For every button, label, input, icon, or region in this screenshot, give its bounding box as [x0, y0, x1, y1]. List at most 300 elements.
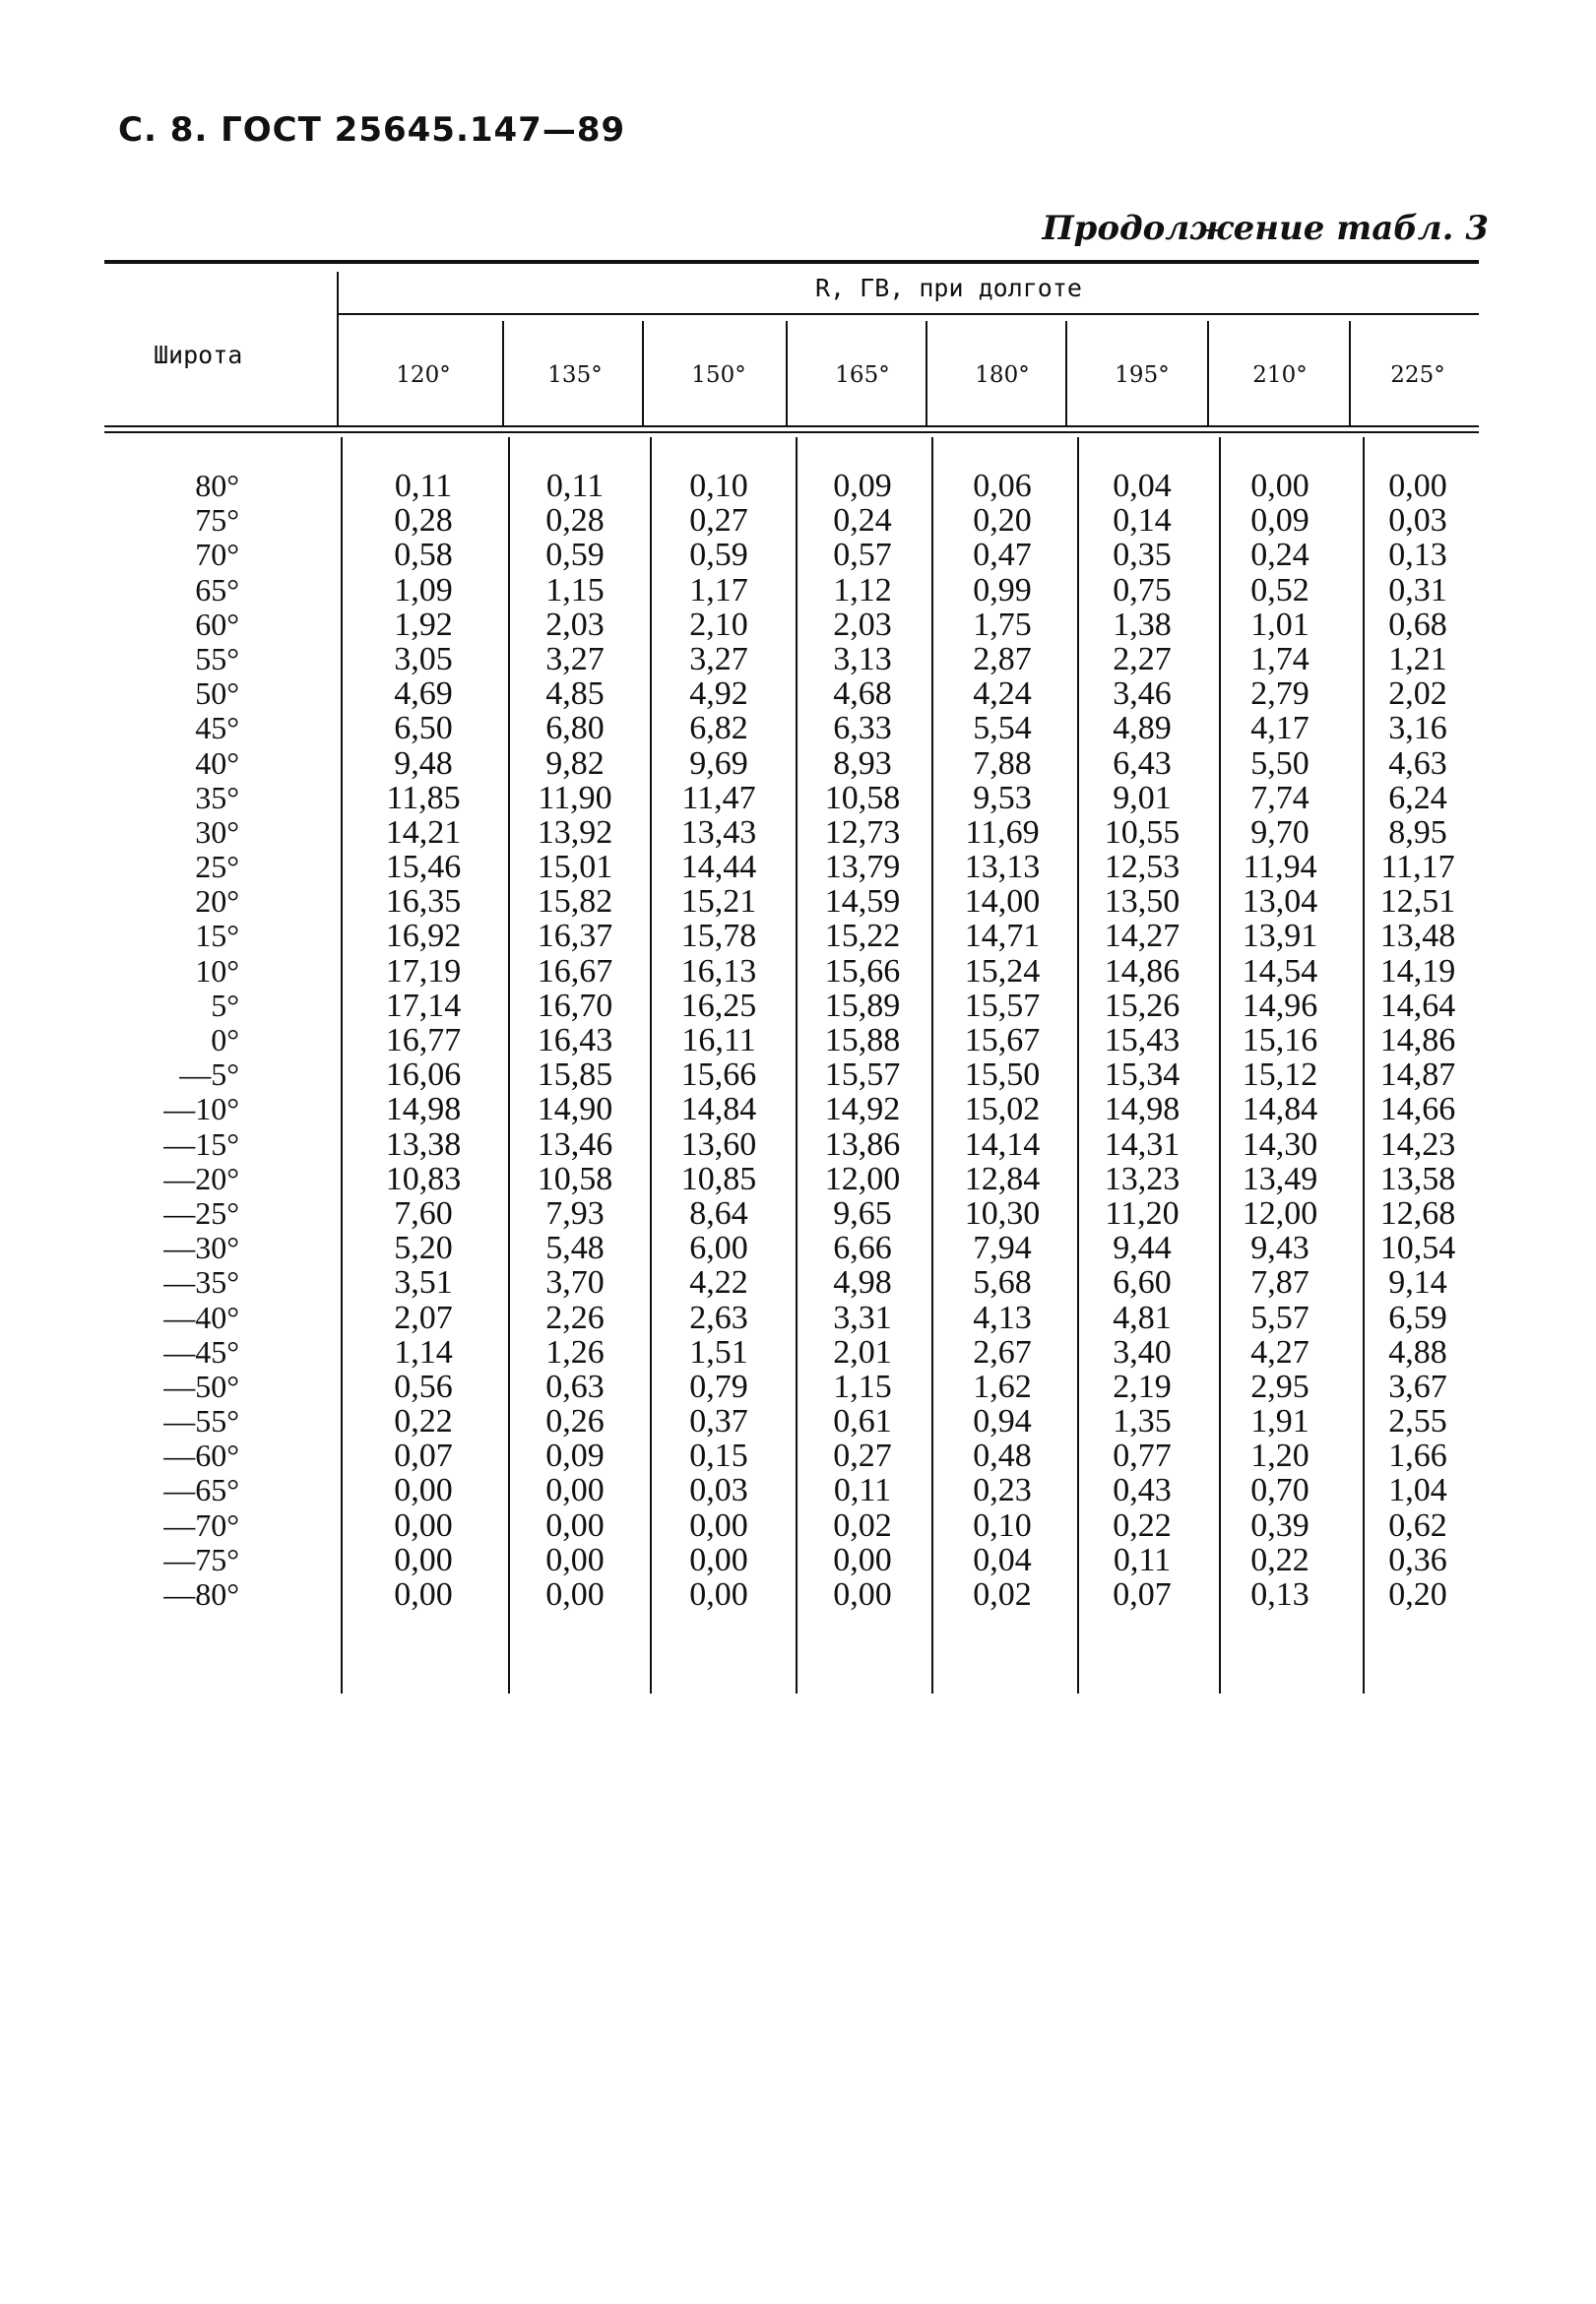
latitude-cell: —45°	[163, 1333, 239, 1370]
table-row	[0, 1162, 1596, 1196]
group-header: R, ГВ, при долготе	[815, 274, 1082, 302]
value-cell: 14,98	[1104, 1091, 1181, 1128]
value-cell: 0,11	[394, 468, 453, 504]
header-bottom-rule-2	[104, 431, 1479, 433]
value-cell: 0,00	[545, 1506, 605, 1544]
table-row	[0, 1404, 1596, 1439]
value-cell: 12,00	[824, 1160, 901, 1197]
value-cell: 17,19	[385, 952, 462, 990]
value-cell: 7,74	[1250, 779, 1309, 816]
value-cell: 14,21	[385, 813, 462, 851]
latitude-cell: 70°	[195, 537, 239, 573]
value-cell: 4,85	[545, 675, 605, 713]
latitude-cell: —80°	[163, 1576, 239, 1612]
value-cell: 9,44	[1113, 1230, 1172, 1267]
latitude-cell: —55°	[163, 1403, 239, 1440]
value-cell: 0,07	[394, 1438, 453, 1475]
value-cell: 6,43	[1113, 744, 1172, 782]
value-cell: 2,03	[833, 606, 892, 643]
value-cell: 0,00	[545, 1472, 605, 1509]
value-cell: 0,57	[833, 537, 892, 574]
latitude-cell: 30°	[195, 813, 239, 850]
value-cell: 14,66	[1379, 1091, 1456, 1128]
value-cell: 7,88	[973, 744, 1032, 782]
value-cell: 14,96	[1242, 987, 1318, 1024]
value-cell: 2,27	[1113, 640, 1172, 677]
value-cell: 3,05	[394, 640, 453, 677]
value-cell: 15,66	[824, 952, 901, 990]
value-cell: 0,59	[689, 537, 748, 574]
value-cell: 7,94	[973, 1230, 1032, 1267]
value-cell: 2,10	[689, 606, 748, 643]
value-cell: 14,19	[1379, 952, 1456, 990]
value-cell: 9,14	[1388, 1264, 1447, 1302]
value-cell: 0,06	[973, 468, 1032, 504]
value-cell: 2,79	[1250, 675, 1309, 713]
value-cell: 0,04	[973, 1541, 1032, 1578]
header-column-divider	[642, 321, 644, 425]
value-cell: 12,68	[1379, 1194, 1456, 1232]
latitude-cell: —40°	[163, 1299, 239, 1335]
column-header: 180°	[975, 362, 1030, 388]
value-cell: 1,09	[394, 571, 453, 608]
value-cell: 0,02	[973, 1576, 1032, 1613]
value-cell: 10,30	[964, 1194, 1041, 1232]
value-cell: 13,23	[1104, 1160, 1181, 1197]
table-row	[0, 1301, 1596, 1335]
value-cell: 13,60	[680, 1125, 757, 1163]
value-cell: 0,37	[689, 1403, 748, 1440]
value-cell: 14,71	[964, 918, 1041, 955]
value-cell: 0,00	[394, 1506, 453, 1544]
value-cell: 11,90	[538, 779, 612, 816]
value-cell: 0,00	[394, 1472, 453, 1509]
column-header: 135°	[547, 362, 603, 388]
value-cell: 7,87	[1250, 1264, 1309, 1302]
value-cell: 15,88	[824, 1022, 901, 1058]
value-cell: 9,65	[833, 1194, 892, 1232]
value-cell: 8,93	[833, 744, 892, 782]
value-cell: 0,09	[1250, 502, 1309, 540]
value-cell: 15,16	[1242, 1022, 1318, 1058]
value-cell: 0,52	[1250, 571, 1309, 608]
column-header: 225°	[1390, 362, 1445, 388]
table-row	[0, 1543, 1596, 1577]
value-cell: 2,95	[1250, 1368, 1309, 1405]
header-column-divider	[502, 321, 504, 425]
value-cell: 11,85	[386, 779, 461, 816]
value-cell: 13,92	[537, 813, 613, 851]
value-cell: 17,14	[385, 987, 462, 1024]
table-row	[0, 711, 1596, 745]
value-cell: 0,22	[1113, 1506, 1172, 1544]
value-cell: 14,23	[1379, 1125, 1456, 1163]
value-cell: 13,58	[1379, 1160, 1456, 1197]
value-cell: 16,43	[537, 1022, 613, 1058]
value-cell: 0,31	[1388, 571, 1447, 608]
header-column-divider	[1065, 321, 1067, 425]
header-column-divider	[926, 321, 927, 425]
value-cell: 5,57	[1250, 1299, 1309, 1336]
value-cell: 0,00	[689, 1576, 748, 1613]
value-cell: 8,95	[1388, 813, 1447, 851]
value-cell: 3,13	[833, 640, 892, 677]
value-cell: 3,46	[1113, 675, 1172, 713]
value-cell: 15,21	[680, 883, 757, 921]
value-cell: 0,00	[545, 1541, 605, 1578]
group-header-rule	[337, 313, 1479, 315]
value-cell: 15,43	[1104, 1022, 1181, 1058]
value-cell: 0,61	[833, 1403, 892, 1440]
value-cell: 0,22	[1250, 1541, 1309, 1578]
value-cell: 15,57	[824, 1056, 901, 1094]
value-cell: 4,68	[833, 675, 892, 713]
value-cell: 1,51	[689, 1333, 748, 1371]
column-header: 150°	[691, 362, 746, 388]
value-cell: 1,66	[1388, 1438, 1447, 1475]
value-cell: 13,50	[1104, 883, 1181, 921]
value-cell: 13,49	[1242, 1160, 1318, 1197]
value-cell: 14,86	[1104, 952, 1181, 990]
header-bottom-rule	[104, 425, 1479, 427]
value-cell: 2,02	[1388, 675, 1447, 713]
value-cell: 13,13	[964, 849, 1041, 886]
value-cell: 0,59	[545, 537, 605, 574]
value-cell: 12,53	[1104, 849, 1181, 886]
value-cell: 0,24	[833, 502, 892, 540]
latitude-cell: —70°	[163, 1506, 239, 1543]
value-cell: 12,73	[824, 813, 901, 851]
value-cell: 0,99	[973, 571, 1032, 608]
table-row	[0, 1439, 1596, 1473]
value-cell: 0,15	[689, 1438, 748, 1475]
value-cell: 4,27	[1250, 1333, 1309, 1371]
value-cell: 0,28	[394, 502, 453, 540]
table-row	[0, 1092, 1596, 1126]
column-header: 165°	[835, 362, 890, 388]
value-cell: 3,27	[689, 640, 748, 677]
value-cell: 0,23	[973, 1472, 1032, 1509]
value-cell: 3,67	[1388, 1368, 1447, 1405]
value-cell: 0,13	[1388, 537, 1447, 574]
latitude-cell: —65°	[163, 1472, 239, 1508]
value-cell: 10,55	[1104, 813, 1181, 851]
value-cell: 0,77	[1113, 1438, 1172, 1475]
value-cell: 11,17	[1380, 849, 1455, 886]
value-cell: 14,00	[964, 883, 1041, 921]
value-cell: 15,82	[537, 883, 613, 921]
value-cell: 16,92	[385, 918, 462, 955]
value-cell: 1,14	[394, 1333, 453, 1371]
value-cell: 10,58	[537, 1160, 613, 1197]
latitude-cell: —5°	[179, 1056, 239, 1093]
value-cell: 16,25	[680, 987, 757, 1024]
value-cell: 2,87	[973, 640, 1032, 677]
value-cell: 2,07	[394, 1299, 453, 1336]
value-cell: 1,15	[833, 1368, 892, 1405]
value-cell: 5,20	[394, 1230, 453, 1267]
table-row	[0, 1370, 1596, 1404]
value-cell: 0,26	[545, 1403, 605, 1440]
value-cell: 1,04	[1388, 1472, 1447, 1509]
value-cell: 4,92	[689, 675, 748, 713]
table-row	[0, 954, 1596, 989]
value-cell: 14,14	[964, 1125, 1041, 1163]
value-cell: 5,48	[545, 1230, 605, 1267]
value-cell: 4,69	[394, 675, 453, 713]
value-cell: 14,44	[680, 849, 757, 886]
latitude-cell: —30°	[163, 1230, 239, 1266]
latitude-cell: 10°	[195, 952, 239, 989]
value-cell: 1,75	[973, 606, 1032, 643]
value-cell: 15,24	[964, 952, 1041, 990]
value-cell: 0,00	[833, 1541, 892, 1578]
value-cell: 3,31	[833, 1299, 892, 1336]
table-row	[0, 1473, 1596, 1507]
value-cell: 13,38	[385, 1125, 462, 1163]
table-row	[0, 1577, 1596, 1612]
value-cell: 16,11	[681, 1022, 756, 1058]
value-cell: 0,68	[1388, 606, 1447, 643]
table-row	[0, 919, 1596, 953]
value-cell: 5,54	[973, 710, 1032, 747]
value-cell: 13,04	[1242, 883, 1318, 921]
value-cell: 4,17	[1250, 710, 1309, 747]
value-cell: 4,22	[689, 1264, 748, 1302]
latitude-cell: 55°	[195, 640, 239, 676]
latitude-cell: —15°	[163, 1125, 239, 1162]
value-cell: 11,20	[1105, 1194, 1180, 1232]
header-column-divider	[337, 272, 339, 425]
value-cell: 0,47	[973, 537, 1032, 574]
value-cell: 16,67	[537, 952, 613, 990]
value-cell: 1,15	[545, 571, 605, 608]
value-cell: 14,98	[385, 1091, 462, 1128]
value-cell: 0,20	[1388, 1576, 1447, 1613]
value-cell: 1,26	[545, 1333, 605, 1371]
page-header: С. 8. ГОСТ 25645.147—89	[118, 110, 626, 150]
value-cell: 9,53	[973, 779, 1032, 816]
table-row	[0, 1023, 1596, 1057]
value-cell: 11,94	[1243, 849, 1317, 886]
value-cell: 7,93	[545, 1194, 605, 1232]
value-cell: 0,27	[833, 1438, 892, 1475]
value-cell: 14,27	[1104, 918, 1181, 955]
value-cell: 0,09	[545, 1438, 605, 1475]
value-cell: 2,26	[545, 1299, 605, 1336]
value-cell: 0,09	[833, 468, 892, 504]
value-cell: 6,50	[394, 710, 453, 747]
value-cell: 15,26	[1104, 987, 1181, 1024]
value-cell: 14,86	[1379, 1022, 1456, 1058]
value-cell: 0,27	[689, 502, 748, 540]
value-cell: 14,30	[1242, 1125, 1318, 1163]
value-cell: 9,70	[1250, 813, 1309, 851]
value-cell: 2,03	[545, 606, 605, 643]
latitude-cell: 60°	[195, 606, 239, 642]
value-cell: 0,70	[1250, 1472, 1309, 1509]
value-cell: 15,50	[964, 1056, 1041, 1094]
value-cell: 0,02	[833, 1506, 892, 1544]
value-cell: 1,17	[689, 571, 748, 608]
table-row	[0, 608, 1596, 642]
latitude-cell: —35°	[163, 1264, 239, 1301]
table-row	[0, 676, 1596, 711]
value-cell: 14,59	[824, 883, 901, 921]
latitude-cell: 40°	[195, 744, 239, 781]
value-cell: 3,51	[394, 1264, 453, 1302]
value-cell: 0,94	[973, 1403, 1032, 1440]
value-cell: 6,80	[545, 710, 605, 747]
value-cell: 0,48	[973, 1438, 1032, 1475]
value-cell: 0,62	[1388, 1506, 1447, 1544]
value-cell: 2,67	[973, 1333, 1032, 1371]
latitude-cell: —20°	[163, 1160, 239, 1196]
value-cell: 0,00	[833, 1576, 892, 1613]
column-header: 195°	[1115, 362, 1170, 388]
value-cell: 4,89	[1113, 710, 1172, 747]
latitude-cell: —10°	[163, 1091, 239, 1127]
latitude-cell: 50°	[195, 675, 239, 712]
header-column-divider	[786, 321, 788, 425]
value-cell: 4,13	[973, 1299, 1032, 1336]
value-cell: 16,70	[537, 987, 613, 1024]
table-row	[0, 503, 1596, 538]
value-cell: 10,58	[824, 779, 901, 816]
value-cell: 15,22	[824, 918, 901, 955]
latitude-cell: 0°	[211, 1022, 239, 1057]
value-cell: 14,64	[1379, 987, 1456, 1024]
value-cell: 0,10	[689, 468, 748, 504]
value-cell: 11,69	[965, 813, 1040, 851]
table-row	[0, 1057, 1596, 1092]
value-cell: 13,48	[1379, 918, 1456, 955]
value-cell: 15,85	[537, 1056, 613, 1094]
value-cell: 0,00	[394, 1541, 453, 1578]
value-cell: 15,66	[680, 1056, 757, 1094]
value-cell: 0,35	[1113, 537, 1172, 574]
value-cell: 9,48	[394, 744, 453, 782]
value-cell: 15,01	[537, 849, 613, 886]
value-cell: 10,83	[385, 1160, 462, 1197]
value-cell: 16,35	[385, 883, 462, 921]
value-cell: 0,03	[1388, 502, 1447, 540]
latitude-cell: —25°	[163, 1194, 239, 1231]
value-cell: 8,64	[689, 1194, 748, 1232]
value-cell: 1,74	[1250, 640, 1309, 677]
value-cell: 0,24	[1250, 537, 1309, 574]
value-cell: 5,68	[973, 1264, 1032, 1302]
value-cell: 6,66	[833, 1230, 892, 1267]
value-cell: 2,63	[689, 1299, 748, 1336]
value-cell: 0,00	[689, 1541, 748, 1578]
table-row	[0, 884, 1596, 919]
value-cell: 0,39	[1250, 1506, 1309, 1544]
value-cell: 0,36	[1388, 1541, 1447, 1578]
value-cell: 6,24	[1388, 779, 1447, 816]
value-cell: 13,91	[1242, 918, 1318, 955]
table-row	[0, 1508, 1596, 1543]
table-row	[0, 1231, 1596, 1265]
value-cell: 3,27	[545, 640, 605, 677]
value-cell: 14,84	[1242, 1091, 1318, 1128]
value-cell: 5,50	[1250, 744, 1309, 782]
value-cell: 16,77	[385, 1022, 462, 1058]
value-cell: 15,67	[964, 1022, 1041, 1058]
latitude-cell: 20°	[195, 883, 239, 920]
value-cell: 1,20	[1250, 1438, 1309, 1475]
value-cell: 1,12	[833, 571, 892, 608]
value-cell: 0,00	[1388, 468, 1447, 504]
value-cell: 4,88	[1388, 1333, 1447, 1371]
value-cell: 6,33	[833, 710, 892, 747]
latitude-cell: 45°	[195, 710, 239, 746]
value-cell: 0,75	[1113, 571, 1172, 608]
table-top-rule	[104, 260, 1479, 264]
value-cell: 0,79	[689, 1368, 748, 1405]
value-cell: 2,01	[833, 1333, 892, 1371]
value-cell: 0,10	[973, 1506, 1032, 1544]
table-row	[0, 989, 1596, 1023]
value-cell: 4,24	[973, 675, 1032, 713]
table-row	[0, 1127, 1596, 1162]
value-cell: 0,56	[394, 1368, 453, 1405]
value-cell: 0,00	[1250, 468, 1309, 504]
value-cell: 3,70	[545, 1264, 605, 1302]
value-cell: 6,60	[1113, 1264, 1172, 1302]
value-cell: 15,57	[964, 987, 1041, 1024]
value-cell: 1,91	[1250, 1403, 1309, 1440]
value-cell: 11,47	[681, 779, 756, 816]
value-cell: 12,51	[1379, 883, 1456, 921]
value-cell: 4,98	[833, 1264, 892, 1302]
value-cell: 1,21	[1388, 640, 1447, 677]
value-cell: 0,00	[689, 1506, 748, 1544]
value-cell: 15,78	[680, 918, 757, 955]
latitude-cell: 5°	[211, 987, 239, 1023]
value-cell: 9,69	[689, 744, 748, 782]
header-column-divider	[1349, 321, 1351, 425]
table-body	[0, 469, 1596, 1612]
value-cell: 0,11	[833, 1472, 892, 1509]
latitude-cell: —60°	[163, 1438, 239, 1474]
column-header: 210°	[1252, 362, 1308, 388]
value-cell: 0,11	[545, 468, 605, 504]
value-cell: 0,07	[1113, 1576, 1172, 1613]
value-cell: 10,54	[1379, 1230, 1456, 1267]
value-cell: 13,79	[824, 849, 901, 886]
latitude-cell: 35°	[195, 779, 239, 815]
latitude-cell: —75°	[163, 1541, 239, 1577]
value-cell: 9,43	[1250, 1230, 1309, 1267]
value-cell: 13,46	[537, 1125, 613, 1163]
column-header: 120°	[396, 362, 451, 388]
value-cell: 0,03	[689, 1472, 748, 1509]
value-cell: 0,14	[1113, 502, 1172, 540]
value-cell: 15,02	[964, 1091, 1041, 1128]
value-cell: 6,00	[689, 1230, 748, 1267]
table-row	[0, 1265, 1596, 1300]
value-cell: 16,13	[680, 952, 757, 990]
stub-header: Широта	[154, 341, 243, 369]
value-cell: 0,58	[394, 537, 453, 574]
value-cell: 0,04	[1113, 468, 1172, 504]
value-cell: 1,38	[1113, 606, 1172, 643]
value-cell: 0,28	[545, 502, 605, 540]
value-cell: 16,06	[385, 1056, 462, 1094]
table-row	[0, 1335, 1596, 1370]
latitude-cell: 25°	[195, 849, 239, 885]
